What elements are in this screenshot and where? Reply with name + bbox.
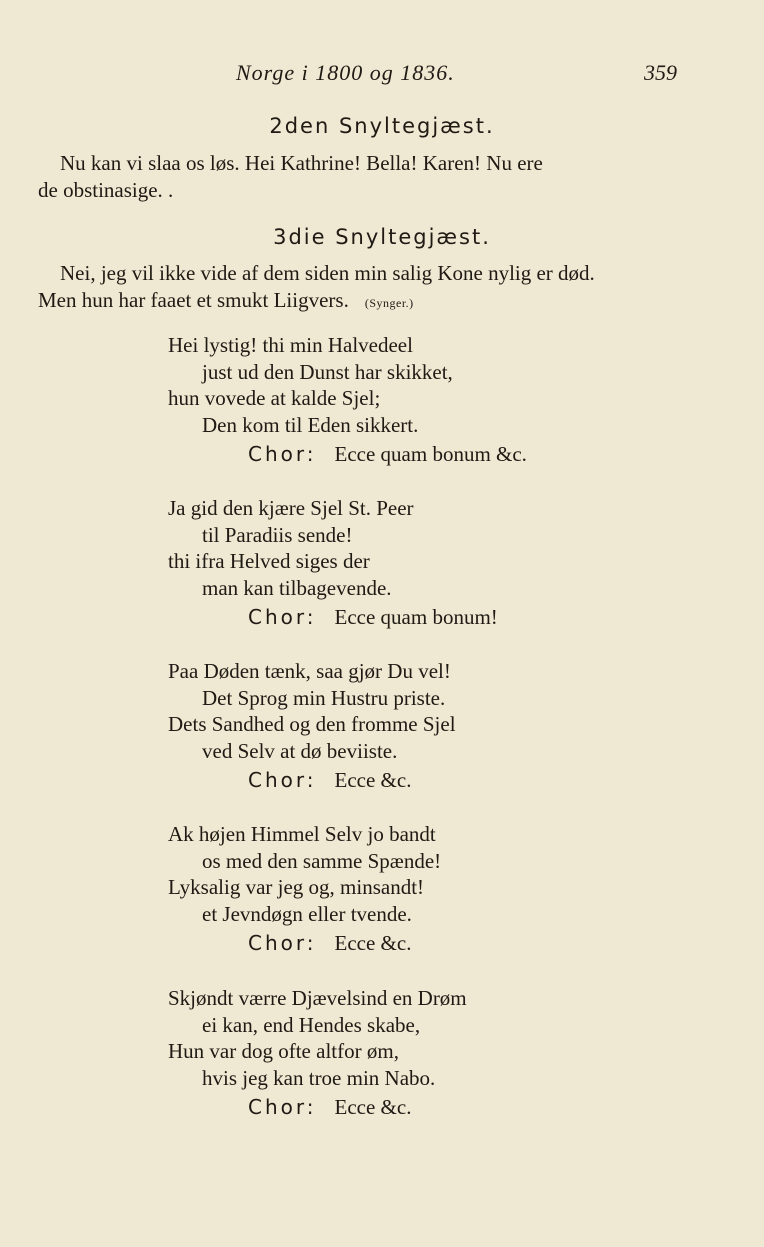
verse-line: Ak højen Himmel Selv jo bandt (168, 822, 436, 846)
verse-line: hun vovede at kalde Sjel; (168, 386, 381, 410)
chorus-label: Chor: (248, 1095, 317, 1119)
chorus-text: Ecce &c. (334, 931, 412, 955)
verse-line: ei kan, end Hendes skabe, (202, 1012, 421, 1037)
verse-stanza (168, 985, 688, 1123)
verse-line: Lyksalig var jeg og, minsandt! (168, 875, 425, 899)
chorus-line (168, 1091, 688, 1123)
chorus-label: Chor: (248, 442, 317, 466)
stage-direction: (Synger.) (364, 296, 414, 310)
chorus-text: Ecce quam bonum &c. (334, 442, 527, 466)
verse-line: man kan tilbagevende. (202, 575, 392, 600)
chorus-text: Ecce &c. (334, 1095, 412, 1119)
verse-line: just ud den Dunst har skikket, (202, 359, 453, 384)
chorus-label: Chor: (248, 931, 317, 955)
running-title: Norge i 1800 og 1836. (236, 60, 455, 85)
chorus-text: Ecce &c. (334, 768, 412, 792)
chorus-line (168, 927, 688, 959)
prose-line: Nu kan vi slaa os løs. Hei Kathrine! Bella! Karen! Nu ere (60, 151, 543, 175)
verse-stanza (168, 332, 688, 470)
prose-paragraph (38, 150, 680, 204)
running-header (0, 60, 764, 90)
chorus-line (168, 438, 688, 470)
verse-line: hvis jeg kan troe min Nabo. (202, 1065, 436, 1090)
verse-stanza (168, 495, 688, 633)
verse-line: et Jevndøgn eller tvende. (202, 901, 412, 926)
chorus-line (168, 764, 688, 796)
prose-line: de obstinasige. . (38, 178, 174, 202)
verse-stanza (168, 658, 688, 796)
verse-line: Ja gid den kjære Sjel St. Peer (168, 496, 414, 520)
verse-line: til Paradiis sende! (202, 522, 353, 547)
chorus-line (168, 601, 688, 633)
verse-line: ved Selv at dø beviiste. (202, 738, 398, 763)
speaker-heading: 2den Snyltegjæst. (269, 114, 495, 138)
verse-line: Hei lystig! thi min Halvedeel (168, 333, 413, 357)
page-number: 359 (644, 60, 677, 85)
verse-line: os med den samme Spænde! (202, 848, 442, 873)
chorus-label: Chor: (248, 605, 317, 629)
verse-line: Skjøndt værre Djævelsind en Drøm (168, 986, 467, 1010)
chorus-label: Chor: (248, 768, 317, 792)
prose-line: Men hun har faaet et smukt Liigvers. (Synger.) (38, 288, 414, 312)
verse-line: thi ifra Helved siges der (168, 549, 370, 573)
verse-line: Det Sprog min Hustru priste. (202, 685, 446, 710)
prose-line: Nei, jeg vil ikke vide af dem siden min salig Kone nylig er død. (60, 261, 595, 285)
verse-line: Paa Døden tænk, saa gjør Du vel! (168, 659, 451, 683)
chorus-text: Ecce quam bonum! (334, 605, 498, 629)
speaker-heading: 3die Snyltegjæst. (273, 225, 491, 249)
verse-line: Hun var dog ofte altfor øm, (168, 1039, 399, 1063)
verse-line: Dets Sandhed og den fromme Sjel (168, 712, 456, 736)
verse-stanza (168, 821, 688, 959)
prose-paragraph (38, 260, 680, 317)
verse-line: Den kom til Eden sikkert. (202, 412, 419, 437)
